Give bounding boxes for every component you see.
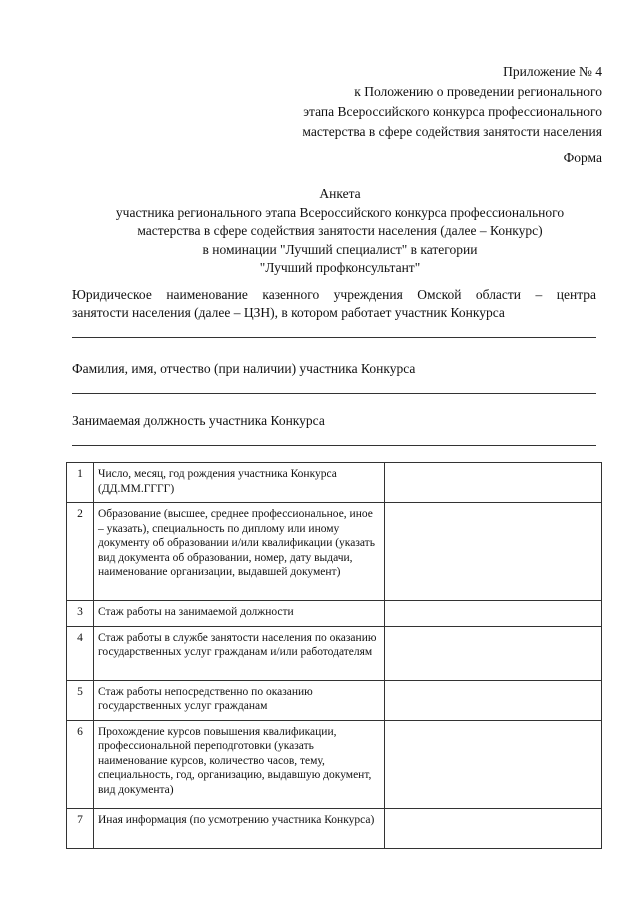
organization-field	[72, 286, 596, 338]
title-line: участника регионального этапа Всероссийского конкурса профессионального	[115, 204, 565, 220]
table-row	[67, 463, 602, 503]
title-line: в номинации "Лучший специалист" в категории	[202, 241, 478, 257]
row-question: Стаж работы в службе занятости населения по оказанию государственных услуг гражданам и/или работодателям	[94, 626, 385, 680]
table-row	[67, 626, 602, 680]
appendix-line: этапа Всероссийского конкурса профессионального	[303, 104, 602, 119]
appendix-line: мастерства в сфере содействия занятости населения	[302, 124, 602, 139]
form-label: Форма	[563, 150, 602, 165]
row-number: 4	[67, 626, 94, 680]
questionnaire-table	[66, 462, 602, 849]
organization-input-line[interactable]	[72, 336, 596, 338]
position-label: Занимаемая должность участника Конкурса	[72, 413, 325, 428]
table-row	[67, 680, 602, 720]
table-row	[67, 601, 602, 627]
name-field	[72, 360, 596, 394]
table-row	[67, 503, 602, 601]
row-number: 2	[67, 503, 94, 601]
position-field	[72, 412, 596, 446]
table-row	[67, 720, 602, 808]
table-row	[67, 808, 602, 848]
row-question: Прохождение курсов повышения квалификации, профессиональной переподготовки (указать наименование курсов, количество часов, тему, специальность, год, организацию, выдавшую документ, вид документа)	[94, 720, 385, 808]
row-number: 6	[67, 720, 94, 808]
row-question: Число, месяц, год рождения участника Конкурса (ДД.ММ.ГГГГ)	[94, 463, 385, 503]
position-input-line[interactable]	[72, 444, 596, 446]
row-answer-cell[interactable]	[385, 680, 602, 720]
row-number: 1	[67, 463, 94, 503]
title-line: Анкета	[319, 186, 361, 201]
name-label: Фамилия, имя, отчество (при наличии) участника Конкурса	[72, 361, 416, 376]
document-title	[70, 185, 610, 278]
row-question: Стаж работы на занимаемой должности	[94, 601, 385, 627]
organization-label-line1: Юридическое наименование казенного учреждения Омской области – центра	[72, 287, 596, 302]
name-input-line[interactable]	[72, 392, 596, 394]
row-question: Иная информация (по усмотрению участника Конкурса)	[94, 808, 385, 848]
row-answer-cell[interactable]	[385, 503, 602, 601]
title-line: мастерства в сфере содействия занятости населения (далее – Конкурс)	[137, 223, 543, 238]
appendix-line: Приложение № 4	[503, 64, 602, 79]
appendix-header	[302, 62, 602, 142]
row-number: 7	[67, 808, 94, 848]
row-number: 3	[67, 601, 94, 627]
appendix-line: к Положению о проведении регионального	[354, 84, 602, 99]
row-answer-cell[interactable]	[385, 463, 602, 503]
title-line: "Лучший профконсультант"	[259, 260, 421, 275]
row-question: Стаж работы непосредственно по оказанию государственных услуг гражданам	[94, 680, 385, 720]
row-question: Образование (высшее, среднее профессиональное, иное – указать), специальность по диплому или иному документу об образовании и/или квалификации (указать вид документа об образовании, номер, дату выдачи, наименование организации, выдавшей документ)	[94, 503, 385, 601]
row-answer-cell[interactable]	[385, 601, 602, 627]
row-answer-cell[interactable]	[385, 626, 602, 680]
row-answer-cell[interactable]	[385, 720, 602, 808]
organization-label-line2: занятости населения (далее – ЦЗН), в котором работает участник Конкурса	[72, 305, 505, 320]
row-answer-cell[interactable]	[385, 808, 602, 848]
row-number: 5	[67, 680, 94, 720]
